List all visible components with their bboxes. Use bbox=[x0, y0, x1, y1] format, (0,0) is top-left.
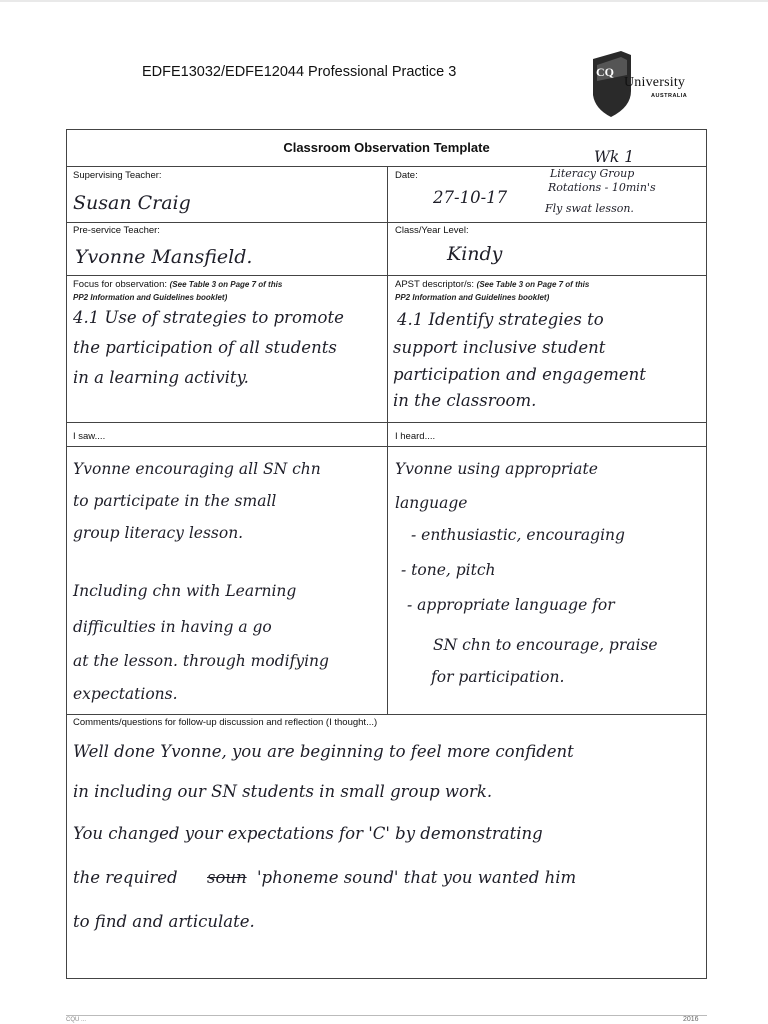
i-saw-line: difficulties in having a go bbox=[73, 618, 272, 636]
i-heard-line: for participation. bbox=[431, 668, 565, 686]
comments-line: You changed your expectations for 'C' by demonstrating bbox=[73, 824, 543, 843]
logo-cq-text: CQ bbox=[596, 65, 614, 79]
apst-guide-2: PP2 Information and Guidelines booklet) bbox=[395, 293, 550, 302]
i-heard-line: - tone, pitch bbox=[401, 561, 496, 579]
comments-line: Well done Yvonne, you are beginning to feel more confident bbox=[73, 742, 574, 761]
class-year-value[interactable]: Kindy bbox=[447, 243, 503, 265]
date-note-week: Wk 1 bbox=[594, 148, 635, 166]
footer-rule bbox=[66, 1015, 707, 1016]
i-heard-line: language bbox=[395, 494, 468, 512]
observation-form bbox=[66, 129, 707, 979]
i-saw-line: to participate in the small bbox=[73, 492, 277, 510]
focus-guide-2: PP2 Information and Guidelines booklet) bbox=[73, 293, 228, 302]
date-note-line: Fly swat lesson. bbox=[545, 202, 634, 215]
struck-word: soun bbox=[207, 868, 247, 887]
i-saw-label: I saw.... bbox=[73, 431, 106, 442]
i-heard-label: I heard.... bbox=[395, 431, 436, 442]
i-heard-line: Yvonne using appropriate bbox=[395, 460, 598, 478]
divider bbox=[67, 714, 706, 715]
apst-line: 4.1 Identify strategies to bbox=[397, 310, 604, 329]
preservice-teacher-value[interactable]: Yvonne Mansfield. bbox=[75, 246, 253, 268]
focus-label bbox=[73, 279, 282, 290]
comments-line: in including our SN students in small group work. bbox=[73, 782, 493, 801]
comments-line: to find and articulate. bbox=[73, 912, 255, 931]
date-note-line: Literacy Group bbox=[550, 167, 635, 180]
supervising-teacher-value[interactable]: Susan Craig bbox=[73, 192, 191, 214]
class-year-label: Class/Year Level: bbox=[395, 225, 469, 236]
form-title: Classroom Observation Template bbox=[283, 140, 490, 155]
focus-line: 4.1 Use of strategies to promote bbox=[73, 308, 344, 327]
i-heard-line: - enthusiastic, encouraging bbox=[411, 526, 625, 544]
focus-line: in a learning activity. bbox=[73, 368, 249, 387]
i-heard-line: SN chn to encourage, praise bbox=[433, 636, 658, 654]
apst-guide: (See Table 3 on Page 7 of this bbox=[476, 280, 590, 289]
logo-sub: AUSTRALIA bbox=[651, 93, 688, 99]
column-divider bbox=[387, 166, 388, 714]
comments-line: 'phoneme sound' that you wanted him bbox=[257, 868, 577, 887]
supervising-teacher-label: Supervising Teacher: bbox=[73, 170, 162, 181]
i-heard-line: - appropriate language for bbox=[407, 596, 615, 614]
focus-line: the participation of all students bbox=[73, 338, 337, 357]
i-saw-line: expectations. bbox=[73, 685, 178, 703]
comments-label: Comments/questions for follow-up discussion and reflection (I thought...) bbox=[73, 717, 378, 728]
date-note-line: Rotations - 10min's bbox=[548, 181, 656, 194]
apst-line: support inclusive student bbox=[393, 338, 606, 357]
i-saw-line: Including chn with Learning bbox=[73, 582, 297, 600]
focus-label-text: Focus for observation: bbox=[73, 279, 167, 290]
date-value[interactable]: 27-10-17 bbox=[433, 188, 508, 207]
cqu-logo bbox=[591, 51, 711, 121]
i-saw-line: group literacy lesson. bbox=[73, 524, 244, 542]
apst-label-text: APST descriptor/s: bbox=[395, 279, 475, 290]
course-title: EDFE13032/EDFE12044 Professional Practice 3 bbox=[142, 64, 457, 80]
footer-left: CQU ... bbox=[66, 1017, 87, 1023]
logo-name: University bbox=[624, 75, 686, 90]
footer-year: 2016 bbox=[683, 1016, 699, 1023]
focus-guide: (See Table 3 on Page 7 of this bbox=[169, 280, 283, 289]
apst-label bbox=[395, 279, 589, 290]
i-saw-line: Yvonne encouraging all SN chn bbox=[73, 460, 321, 478]
apst-line: in the classroom. bbox=[393, 391, 537, 410]
i-saw-line: at the lesson. through modifying bbox=[73, 652, 329, 670]
page-top-edge bbox=[0, 0, 768, 2]
comments-line: the required bbox=[73, 868, 178, 887]
apst-line: participation and engagement bbox=[393, 365, 646, 384]
date-label: Date: bbox=[395, 170, 418, 181]
preservice-teacher-label: Pre-service Teacher: bbox=[73, 225, 160, 236]
